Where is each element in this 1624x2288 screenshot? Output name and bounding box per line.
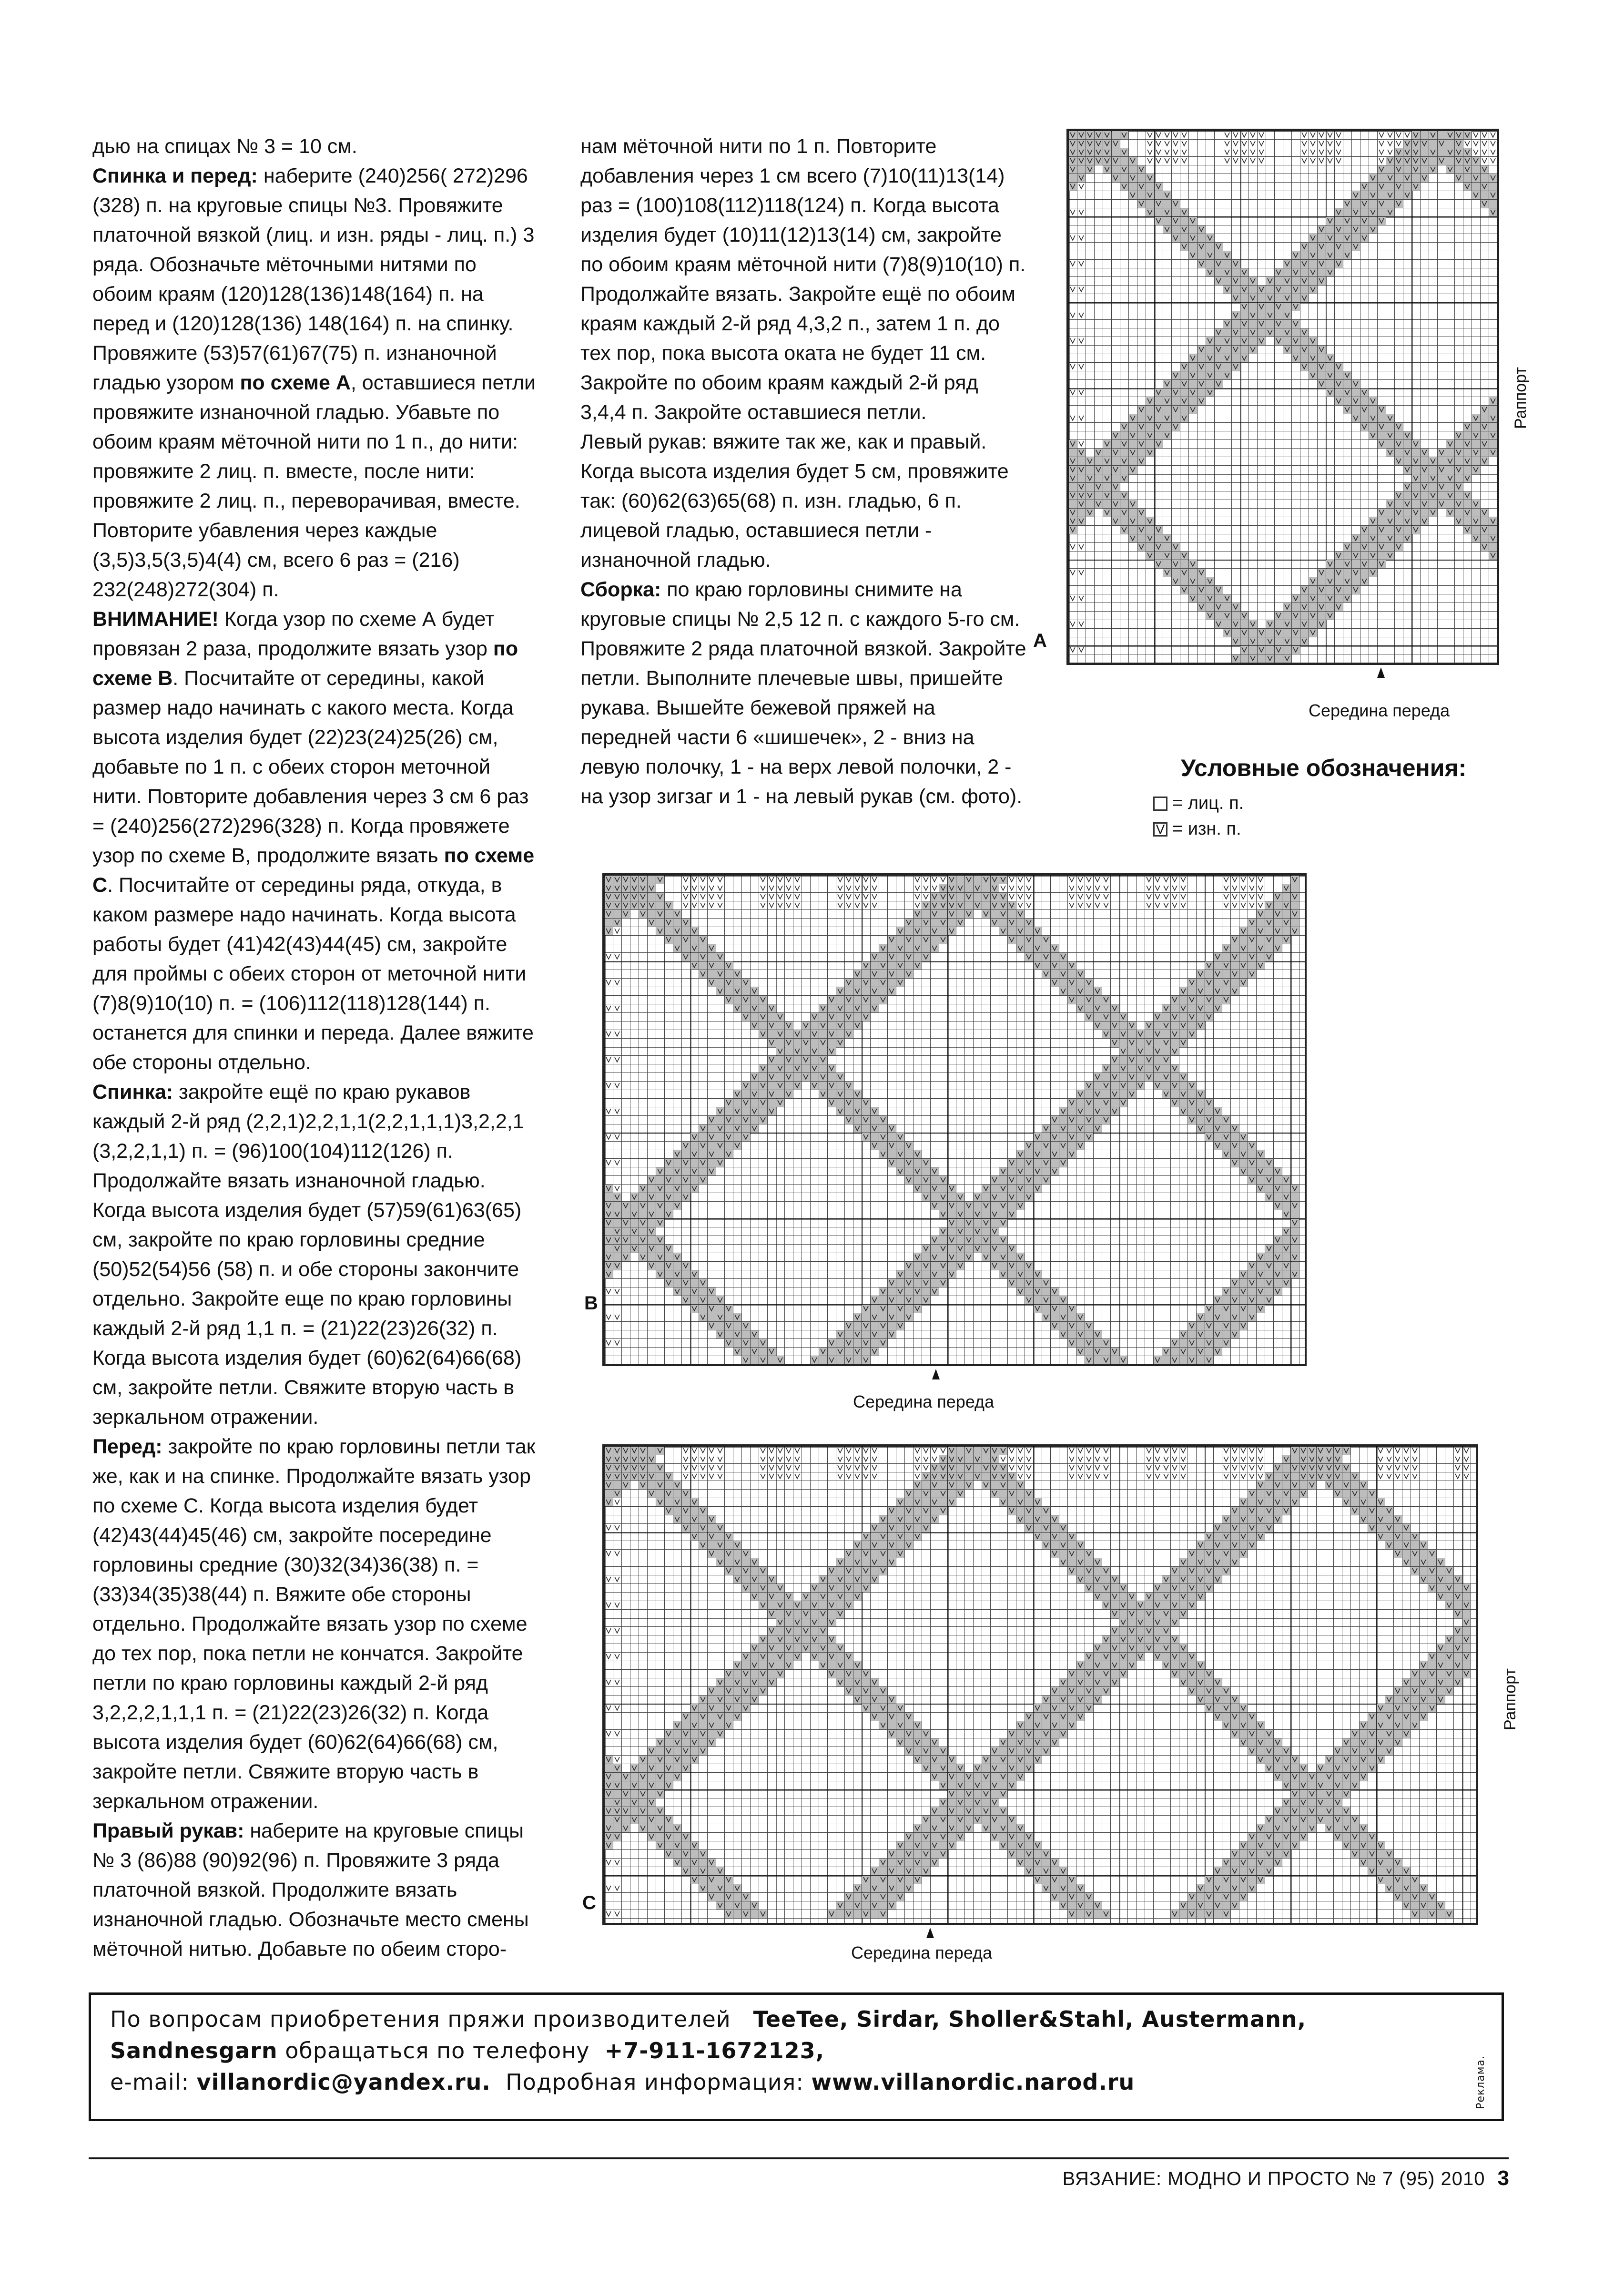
paragraph-text: , оставшиеся петли провяжите изнаночной гладью. Убавьте по обоим краям мёточной нити по 1 п., до нити: провяжите 2 лиц. п. вместе, после нити: провяжите 2 лиц. п., переворачивая, вместе. Повторите убавления через каждые (3,5)3,5(3,5)4(4) см, всего 6 раз = (216) 232(248)272(304) п. <box>92 371 536 601</box>
chart-b-grid <box>602 873 1307 1366</box>
ad-site-link[interactable]: www.villanordic.narod.ru <box>811 2069 1135 2095</box>
ad-line <box>110 2035 1482 2066</box>
chart-c-caption: Середина переда <box>851 1943 993 1962</box>
paragraph-text: наберите (240)256( 272)296 (328) п. на круговые спицы №3. Провяжите платочной вязкой (лиц. и изн. ряды - лиц. п.) 3 ряда. Обозначьте мёточными нитями по обоим краям (120)128(136)148(164) п. на перед и (120)128(136) 148(164) п. на спинку. Провяжите (53)57(61)67(75) п. изнаночной гладью узором <box>92 164 535 394</box>
chart-a-rapport-label: Раппорт <box>1512 367 1530 429</box>
paragraph-text: . Посчитайте от середины, какой размер надо начинать с какого места. Когда высота изделия будет (22)23(24)25(26) см, добавьте по 1 п. с обеих сторон меточной нити. Повторите добавления через 3 см 6 раз = (240)256(272)296(328) п. Когда провяжете узор по схеме В, продолжите вязать <box>92 667 529 867</box>
chart-b-letter: B <box>584 1293 598 1314</box>
chart-c-letter: C <box>582 1892 596 1913</box>
paragraph-text: по краю горловины снимите на круговые спицы № 2,5 12 п. с каждого 5-го см. Провяжите 2 ряда платочной вязкой. Закройте петли. Выполните плечевые швы, пришейте рукава. Вышейте бежевой пряжей на передней части 6 «шишечек», 2 - вниз на левую полочку, 1 - на верх левой полочки, 2 - на узор зигзаг и 1 - на левый рукав (см. фото). <box>580 578 1026 808</box>
emphasis: по схеме А <box>240 371 351 394</box>
legend-row-purl <box>1153 819 1241 839</box>
chart-a-grid <box>1066 129 1499 665</box>
ad-text: обращаться по телефону <box>285 2038 590 2063</box>
legend-row-knit <box>1153 793 1244 814</box>
chart-pattern <box>604 875 1305 1364</box>
ad-email-link[interactable]: villanordic@yandex.ru. <box>196 2069 491 2095</box>
text-column-left <box>92 132 540 1964</box>
section-heading: Перед: <box>92 1435 162 1458</box>
chart-b-caption: Середина переда <box>853 1392 995 1411</box>
paragraph: дью на спицах № 3 = 10 см. <box>92 135 357 158</box>
paragraph <box>92 604 540 1077</box>
magazine-title: ВЯЗАНИЕ: МОДНО И ПРОСТО № 7 (95) 2010 <box>1062 2168 1485 2189</box>
ad-text: e-mail: <box>110 2069 189 2095</box>
section-heading: Спинка и перед: <box>92 164 258 187</box>
section-heading: ВНИМАНИЕ! <box>92 608 219 631</box>
paragraph <box>92 1077 540 1432</box>
ad-brands: TeeTee, Sirdar, Sholler&Stahl, Austermann, <box>753 2006 1307 2032</box>
advertisement-box <box>89 1992 1504 2121</box>
ad-phone: +7-911-1672123, <box>604 2038 825 2063</box>
chart-pattern <box>1068 131 1497 663</box>
chart-c-rapport-label: Раппорт <box>1501 1668 1519 1730</box>
section-heading: Спинка: <box>92 1081 173 1103</box>
chart-a-caption: Середина переда <box>1309 701 1450 720</box>
center-arrow-icon <box>1377 667 1385 678</box>
paragraph-text: закройте по краю горловины петли так же, как и на спинке. Продолжайте вязать узор по схеме С. Когда высота изделия будет (42)43(44)45(46) см, закройте посередине горловины средние (30)32(34)36(38) п. = (33)34(35)38(44) п. Вяжите обе стороны отдельно. Продолжайте вязать узор по схеме до тех пор, пока петли не кончатся. Закройте петли по краю горловины каждый 2-й ряд 3,2,2,2,1,1,1 п. = (21)22(23)26(32) п. Когда высота изделия будет (60)62(64)66(68) см, закройте петли. Свяжите вторую часть в зеркальном отражении. <box>92 1435 536 1813</box>
ad-line <box>110 2066 1482 2098</box>
page-footer <box>1063 2166 1510 2190</box>
ad-side-label: Реклама. <box>1475 2055 1487 2109</box>
center-arrow-icon <box>926 1928 934 1938</box>
ad-line <box>110 2003 1482 2035</box>
section-heading: Правый рукав: <box>92 1819 244 1842</box>
chart-a-letter: A <box>1033 630 1047 651</box>
paragraph <box>92 1432 540 1816</box>
page-number: 3 <box>1497 2166 1510 2190</box>
legend-label: = лиц. п. <box>1172 793 1244 813</box>
paragraph: Левый рукав: вяжите так же, как и правый. Когда высота изделия будет 5 см, провяжите так: (60)62(63)65(68) п. изн. гладью, 6 п. лицевой гладью, оставшиеся петли - изнаночной гладью. <box>580 430 1009 572</box>
paragraph: нам мёточной нити по 1 п. Повторите добавления через 1 см всего (7)10(11)13(14) раз = (100)108(112)118(124) п. Когда высота изделия будет (10)11(12)13(14) см, закройте по обоим краям мёточной нити (7)8(9)10(10) п. Продолжайте вязать. Закройте ещё по обоим краям каждый 2-й ряд 4,3,2 п., затем 1 п. до тех пор, пока высота оката не будет 11 см. Закройте по обоим краям каждый 2-й ряд 3,4,4 п. Закройте оставшиеся петли. <box>580 135 1026 424</box>
purl-stitch-icon: V <box>1153 822 1167 837</box>
paragraph <box>92 1816 540 1964</box>
chart-pattern <box>604 1446 1476 1923</box>
paragraph <box>580 575 1028 811</box>
ad-text: По вопросам приобретения пряжи производителей <box>110 2006 731 2032</box>
emphasis: по схеме В <box>92 637 518 690</box>
footer-divider <box>89 2157 1509 2159</box>
emphasis: по схеме С <box>92 844 535 897</box>
paragraph <box>92 161 540 604</box>
legend-title: Условные обозначения: <box>1181 755 1467 781</box>
section-heading: Сборка: <box>580 578 661 601</box>
legend-label: = изн. п. <box>1172 819 1241 839</box>
paragraph-text: закройте ещё по краю рукавов каждый 2-й ряд (2,2,1)2,2,1,1(2,2,1,1,1)3,2,2,1 (3,2,2,1,1) п. = (96)100(104)112(126) п. Продолжайте вязать изнаночной гладью. Когда высота изделия будет (57)59(61)63(65) см, закройте по краю горловины средние (50)52(54)56 (58) п. и обе стороны закончите отдельно. Закройте еще по краю горловины каждый 2-й ряд 1,1 п. = (21)22(23)26(32) п. Когда высота изделия будет (60)62(64)66(68) см, закройте петли. Свяжите вторую часть в зеркальном отражении. <box>92 1081 524 1429</box>
chart-c-grid <box>602 1444 1478 1925</box>
ad-brands: Sandnesgarn <box>110 2038 278 2063</box>
paragraph-text: наберите на круговые спицы № 3 (86)88 (90)92(96) п. Провяжите 3 ряда платочной вязкой. Продолжите вязать изнаночной гладью. Обозначьте место смены мёточной нитью. Добавьте по обеим сторо- <box>92 1819 529 1961</box>
text-column-middle <box>580 132 1028 811</box>
knit-stitch-icon <box>1153 797 1167 811</box>
ad-text: Подробная информация: <box>506 2069 804 2095</box>
paragraph-text: . Посчитайте от середины ряда, откуда, в каком размере надо начинать. Когда высота работы будет (41)42(43)44(45) см, закройте для проймы с обеих сторон от меточной нити (7)8(9)10(10) п. = (106)112(118)128(144) п. останется для спинки и переда. Далее вяжите обе стороны отдельно. <box>92 874 534 1074</box>
paragraph-text: Когда узор по схеме А будет провязан 2 раза, продолжите вязать узор <box>92 608 495 660</box>
center-arrow-icon <box>932 1369 940 1379</box>
